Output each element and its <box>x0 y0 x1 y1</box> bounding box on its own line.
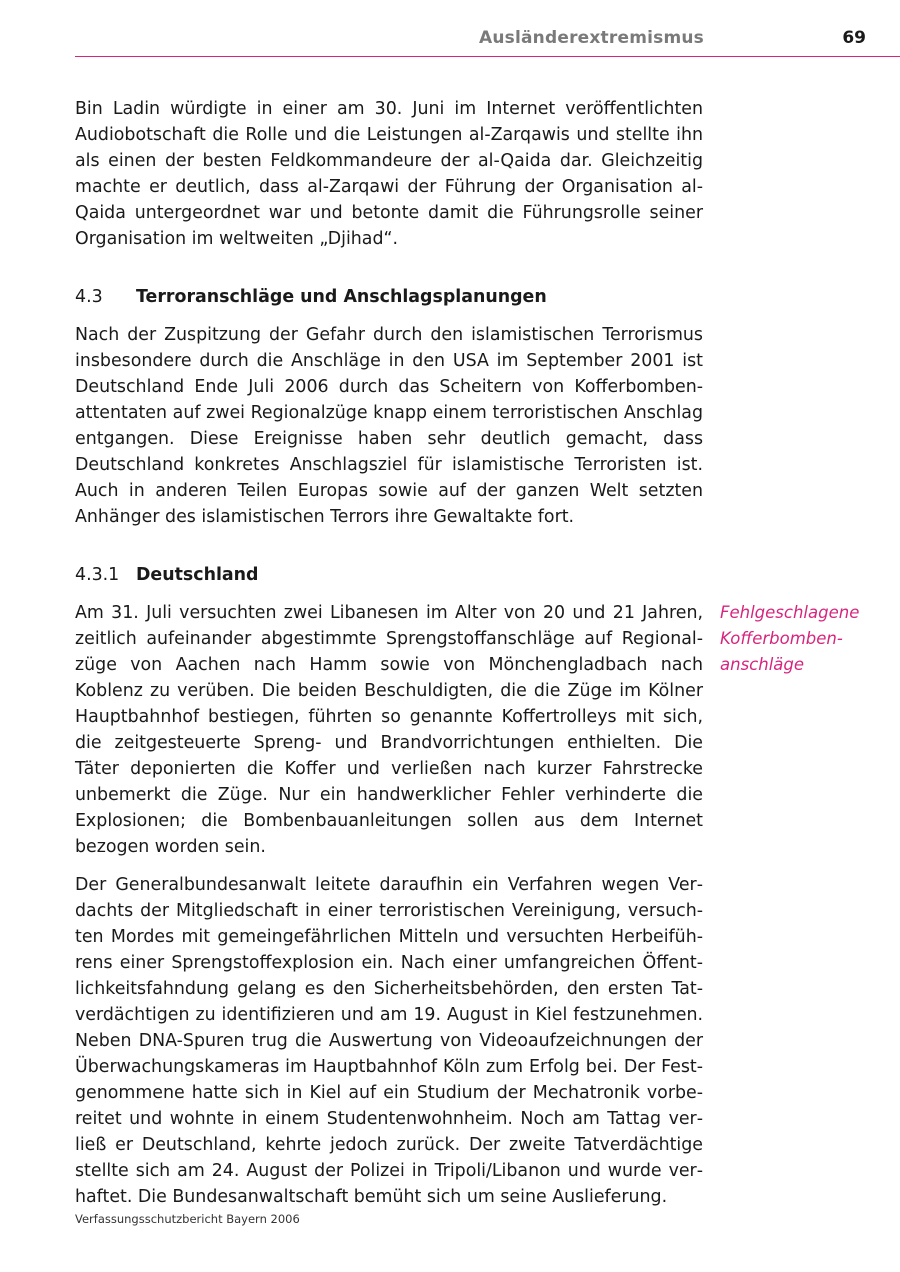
paragraph-bin-ladin: Bin Ladin würdigte in einer am 30. Juni im Internet veröffentlichten Audiobotschaft die Rolle und die Leistungen al-Zarqawis und stellte ihn als einen der besten Feldkommandeure der al-Qaida dar. Gleichzeitig machte er deutlich, dass al-Zarqawi der Führung der Organisation al-Qaida untergeordnet war und betonte damit die Führungsrolle seiner Organisation im weltweiten „Djihad“. <box>75 99 703 249</box>
section-title: Terroranschläge und Anschlagsplanungen <box>136 287 547 307</box>
section-number: 4.3.1 <box>75 565 120 585</box>
running-header-title: Ausländerextremismus <box>479 28 704 48</box>
header-divider <box>75 56 900 57</box>
paragraph-investigation: Der Generalbundesanwalt leitete daraufhin ein Verfahren wegen Verdachts der Mitgliedschaft in einer terroristischen Vereinigung, versuchten Mordes mit gemeingefährlichen Mitteln und versuchten Herbeiführens einer Sprengstoffexplosion ein. Nach einer umfangreichen Öffentlichkeitsfahndung gelang es den Sicherheitsbehörden, den ersten Tatverdächtigen zu identifizieren und am 19. August in Kiel festzunehmen. Neben DNA-Spuren trug die Auswertung von Videoaufzeichnungen der Überwachungskameras im Hauptbahnhof Köln zum Erfolg bei. Der Festgenommene hatte sich in Kiel auf ein Studium der Mechatronik vorbereitet und wohnte in einem Studentenwohnheim. Noch am Tattag verließ er Deutschland, kehrte jedoch zurück. Der zweite Tatverdächtige stellte sich am 24. August der Polizei in Tripoli/Libanon und wurde verhaftet. Die Bundesanwaltschaft bemüht sich um seine Auslieferung. <box>75 875 703 1207</box>
main-content <box>75 96 703 1210</box>
margin-note-line: Kofferbomben- <box>720 629 843 648</box>
section-heading-4-3 <box>75 284 703 310</box>
paragraph-terror-overview: Nach der Zuspitzung der Gefahr durch den islamistischen Terrorismus insbesondere durch die Anschläge in den USA im September 2001 ist Deutschland Ende Juli 2006 durch das Scheitern von Kofferbombenattentaten auf zwei Regionalzüge knapp einem terroristischen Anschlag entgangen. Diese Ereignisse haben sehr deutlich gemacht, dass Deutschland konkretes Anschlagsziel für islamistische Terroristen ist. Auch in anderen Teilen Europas sowie auf der ganzen Welt setzten Anhänger des islamistischen Terrors ihre Gewaltakte fort. <box>75 325 703 527</box>
margin-note-line: anschläge <box>720 655 805 674</box>
section-heading-4-3-1 <box>75 562 703 588</box>
margin-note <box>720 600 890 678</box>
section-number: 4.3 <box>75 287 103 307</box>
margin-note-line: Fehlgeschlagene <box>720 603 860 622</box>
page-footer: Verfassungsschutzbericht Bayern 2006 <box>75 1212 300 1226</box>
page-number: 69 <box>842 28 866 48</box>
paragraph-suitcase-bombs: Am 31. Juli versuchten zwei Libanesen im Alter von 20 und 21 Jahren, zeitlich aufeinander abgestimmte Sprengstoffanschläge auf Regionalzüge von Aachen nach Hamm sowie von Mönchengladbach nach Koblenz zu verüben. Die beiden Beschuldigten, die die Züge im Kölner Hauptbahnhof bestiegen, führten so genannte Koffertrolleys mit sich, die zeitgesteuerte Spreng- und Brandvorrichtungen enthielten. Die Täter deponierten die Koffer und verließen nach kurzer Fahrstrecke unbemerkt die Züge. Nur ein handwerklicher Fehler verhinderte die Explosionen; die Bombenbauanleitungen sollen aus dem Internet bezogen worden sein. <box>75 603 703 857</box>
section-title: Deutschland <box>136 565 259 585</box>
